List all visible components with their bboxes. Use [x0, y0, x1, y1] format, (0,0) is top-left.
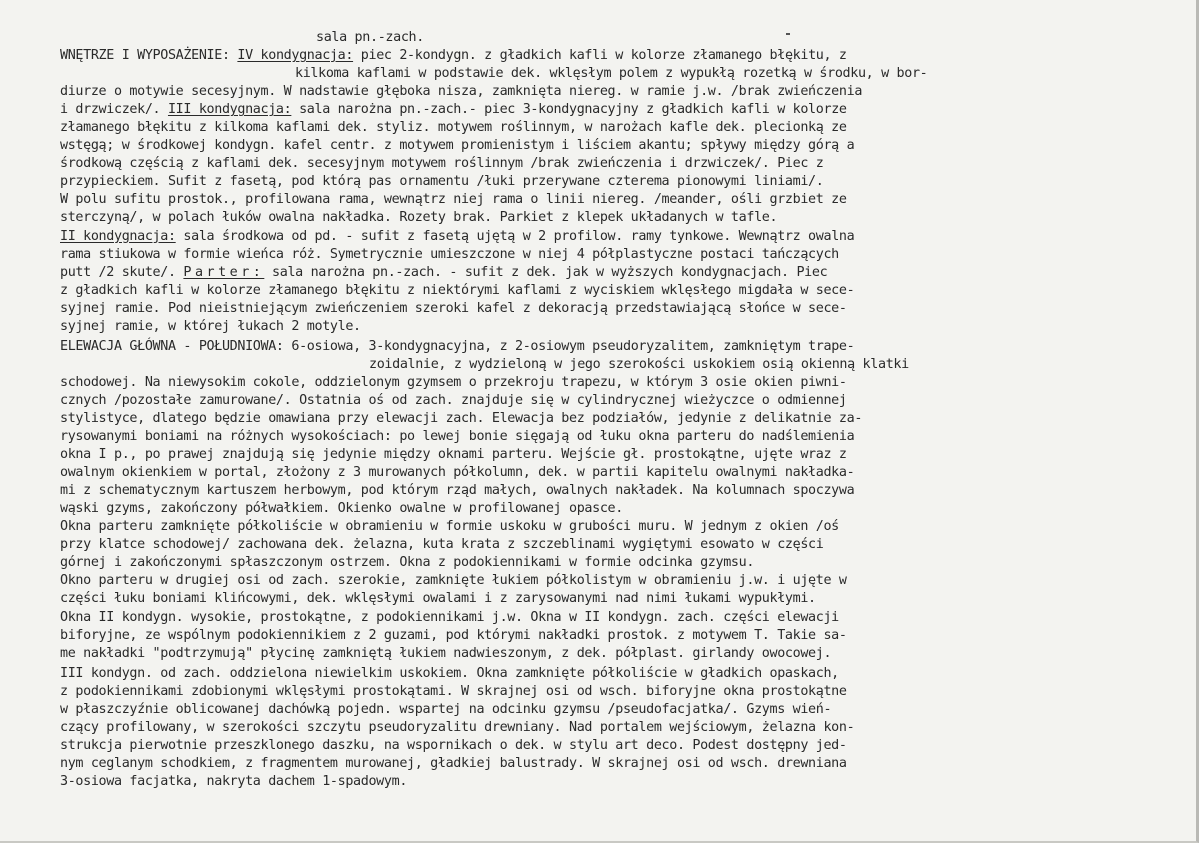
- text-line: diurze o motywie secesyjnym. W nadstawie głęboka nisza, zamknięta niereg. w ramie j.w. /brak zwieńczenia: [60, 84, 863, 100]
- text-line: owalnym okienkiem w portal, złożony z 3 murowanych półkolumn, dek. w partii kapitelu owalnymi nakładka-: [60, 465, 855, 481]
- text-line: Okna II kondygn. wysokie, prostokątne, z podokiennikami j.w. Okna w II kondygn. zach. części elewacji: [60, 609, 839, 625]
- text-line: przypieckiem. Sufit z fasetą, pod którą pas ornamentu /łuki przerywane czterema pionowymi liniami/.: [60, 174, 824, 190]
- section-heading-interior: WNĘTRZE I WYPOSAŻENIE:: [60, 48, 230, 64]
- text-line: putt /2 skute/. Parter: sala narożna pn.-zach. - sufit z dek. jak w wyższych kondygnacjach. Piec: [60, 264, 828, 280]
- text-line: przy klatce schodowej/ zachowana dek. żelazna, kuta krata z szczeblinami wygiętymi esowato w części: [60, 537, 824, 553]
- text-line: górnej i zakończonymi spłaszczonym ostrzem. Okna z podokiennikami w formie odcinka gzymsu.: [60, 555, 755, 571]
- text-line: kilkoma kaflami w podstawie dek. wklęsłym polem z wypukłą rozetką w środku, w bor-: [295, 66, 928, 82]
- section-heading-elevation: ELEWACJA GŁÓWNA - POŁUDNIOWA:: [60, 338, 284, 354]
- text-line: części łuku boniami klińcowymi, dek. wklęsłymi owalami i z zarysowanymi nad nimi łukami wypukłymi.: [60, 591, 816, 607]
- text-line: cznych /pozostałe zamurowane/. Ostatnia oś od zach. znajduje się w cylindrycznej wieżyczce o odmiennej: [60, 392, 847, 408]
- text-line: mi z schematycznym kartuszem herbowym, pod którym rząd małych, owalnych nakładek. Na kolumnach spoczywa: [60, 483, 855, 499]
- text-line: z podokiennikami zdobionymi wklęsłymi prostokątami. W skrajnej osi od wsch. biforyjne okna prostokątne: [60, 683, 847, 699]
- floor-label-iv: IV kondygnacja:: [237, 48, 354, 64]
- text-line: schodowej. Na niewysokim cokole, oddzielonym gzymsem o przekroju trapezu, w którym 3 osie okien piwni-: [60, 374, 847, 390]
- text-line: stylistyce, dlatego będzie omawiana przy elewacji zach. Elewacja bez podziałów, jedynie z delikatnie za-: [60, 410, 863, 426]
- text-line: WNĘTRZE I WYPOSAŻENIE: IV kondygnacja: piec 2-kondygn. z gładkich kafli w kolorze złamanego błękitu, z: [60, 48, 847, 64]
- text-line: W polu sufitu prostok., profilowana rama, wewnątrz niej rama o linii niereg. /meander, ośli grzbiet ze: [60, 192, 847, 208]
- text-line: Okno parteru w drugiej osi od zach. szerokie, zamknięte łukiem półkolistym w obramieniu j.w. i ujęte w: [60, 573, 847, 589]
- text-line: sterczyną/, w polach łuków owalna nakładka. Rozety brak. Parkiet z klepek układanych w tafle.: [60, 210, 778, 226]
- text-line: biforyjne, ze wspólnym podokiennikiem z 2 guzami, pod którymi nakładki prostok. z motywem T. Takie sa-: [60, 627, 847, 643]
- text-line: me nakładki "podtrzymują" płycinę zamkniętą łukiem nadwieszonym, z dek. półplast. girlandy owocowej.: [60, 645, 832, 661]
- floor-label-ii: II kondygnacja:: [60, 228, 176, 244]
- section-main-elevation: [60, 338, 1145, 663]
- text-line: ELEWACJA GŁÓWNA - POŁUDNIOWA: 6-osiowa, 3-kondygnacyjna, z 2-osiowym pseudoryzalitem, zamkniętym trape-: [60, 338, 855, 354]
- top-note: sala pn.-zach.: [316, 30, 424, 45]
- text-line: w płaszczyźnie oblicowanej dachówką pojedn. wspartej na odcinku gzymsu /pseudofacjatka/. Gzyms wień-: [60, 701, 832, 717]
- text-line: środkową częścią z kaflami dek. secesyjnym motywem roślinnym /brak zwieńczenia i drzwiczek/. Piec z: [60, 156, 824, 172]
- text-line: rysowanymi boniami na różnych wysokościach: po lewej bonie sięgają od łuku okna parteru do nadślemienia: [60, 429, 855, 445]
- text-line: rama stiukowa w formie wieńca róż. Symetrycznie umieszczone w niej 4 półplastyczne postaci tańczących: [60, 246, 839, 262]
- text-line: z gładkich kafli w kolorze złamanego błękitu z niektórymi kaflami z wyciskiem wklęsłego migdała w sece-: [60, 282, 855, 298]
- text-line: strukcja pierwotnie przeszklonego daszku, na wspornikach o dek. w stylu art deco. Podest dostępny jed-: [60, 737, 847, 753]
- text-line: czący profilowany, w szerokości szczytu pseudoryzalitu drewniany. Nad portalem wejściowym, żelazna kon-: [60, 719, 855, 735]
- section-interior: [60, 47, 1145, 336]
- text-line: 3-osiowa facjatka, nakryta dachem 1-spadowym.: [60, 773, 408, 789]
- text-line: zoidalnie, z wydzieloną w jego szerokości uskokiem osią okienną klatki: [369, 356, 909, 372]
- text-line: złamanego błękitu z kilkoma kaflami dek. styliz. motywem roślinnym, w narożach kafle dek. plecionką ze: [60, 120, 847, 136]
- section-elevation-continued: [60, 665, 1145, 791]
- floor-label-iii: III kondygnacja:: [167, 102, 292, 118]
- text-line: III kondygn. od zach. oddzielona niewielkim uskokiem. Okna zamknięte półkoliście w gładkich opaskach,: [60, 665, 839, 681]
- text-line: i drzwiczek/. III kondygnacja: sala narożna pn.-zach.- piec 3-kondygnacyjny z gładkich kafli w kolorze: [60, 102, 847, 118]
- floor-label-parter: Parter:: [183, 264, 265, 280]
- text-line: II kondygnacja: sala środkowa od pd. - sufit z fasetą ujętą w 2 profilow. ramy tynkowe. Wewnątrz owalna: [60, 228, 855, 244]
- typed-text-body: [60, 29, 1145, 791]
- text-line: syjnej ramie, w której łukach 2 motyle.: [60, 318, 361, 334]
- text-line: syjnej ramie. Pod nieistniejącym zwieńczeniem szeroki kafel z dekoracją przedstawiającą słońce w sece-: [60, 300, 847, 316]
- text-line: wstęgą; w środkowej kondygn. kafel centr. z motywem promienistym i liściem akantu; spływy między górą a: [60, 138, 855, 154]
- text-line: okna I p., po prawej znajdują się jedynie między oknami parteru. Wejście gł. prostokątne, ujęte wraz z: [60, 447, 847, 463]
- text-line: Okna parteru zamknięte półkoliście w obramieniu w formie uskoku w grubości muru. W jednym z okien /oś: [60, 519, 839, 535]
- text-line: nym ceglanym schodkiem, z fragmentem murowanej, gładkiej balustrady. W skrajnej osi od wsch. drewniana: [60, 755, 847, 771]
- text-line: wąski gzyms, zakończony półwałkiem. Okienko owalne w profilowanej opasce.: [60, 501, 623, 517]
